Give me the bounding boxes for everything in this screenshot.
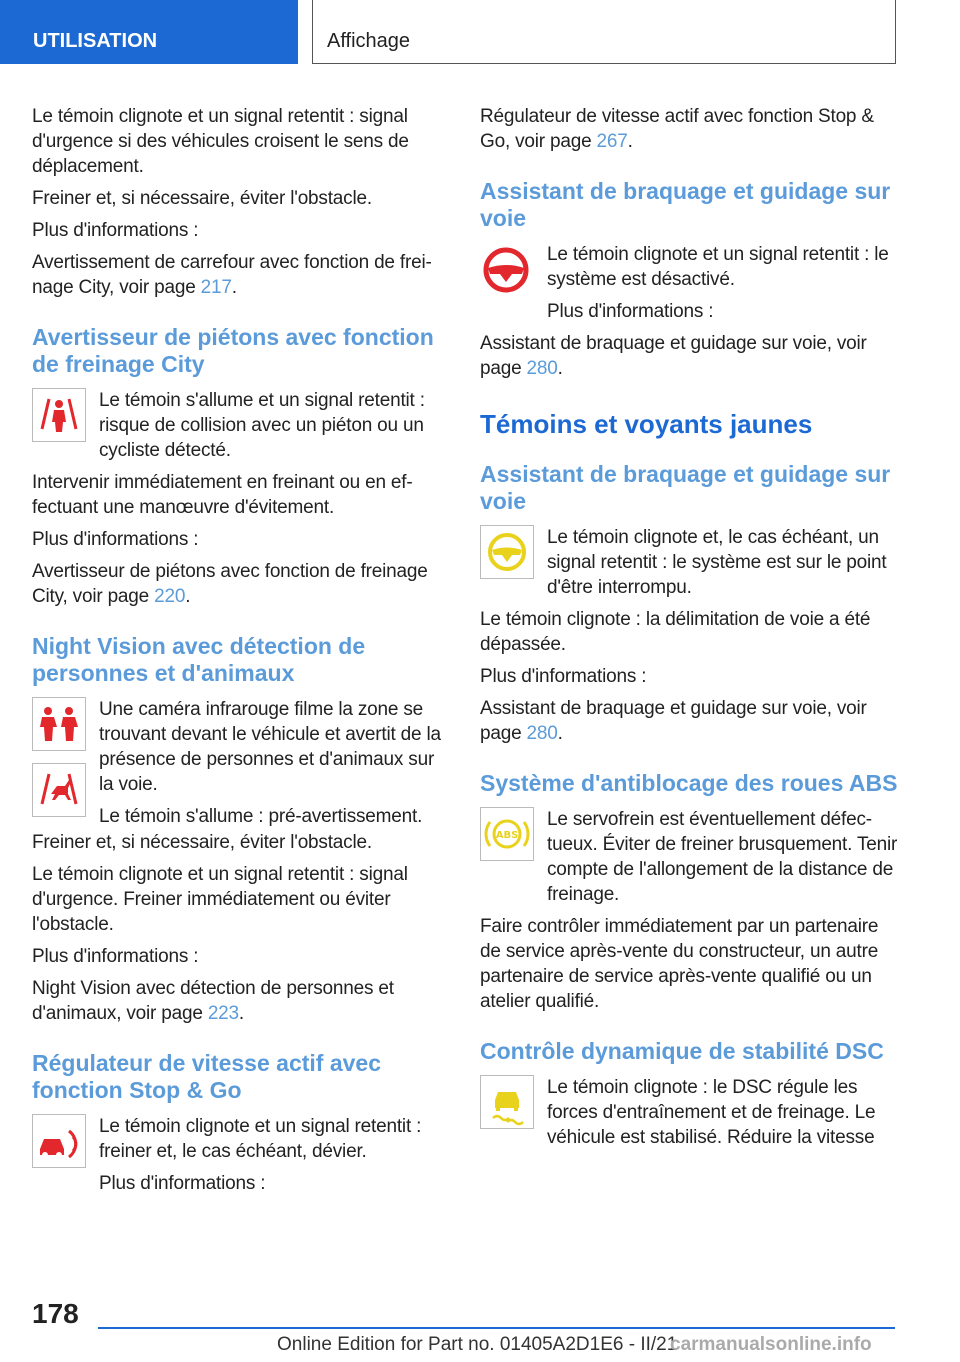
- section-title: Assistant de braquage et guidage sur voie: [480, 178, 891, 231]
- indicator-text: Le témoin clignote et un signal retentit : freiner et, le cas échéant, dévier.: [99, 1116, 422, 1162]
- section-tab: UTILISATION: [0, 0, 298, 64]
- indicator-text: Le témoin clignote et, le cas échéant, un signal retentit : le système est sur le point d'être interrompu.: [547, 527, 887, 598]
- paragraph: Plus d'informations :: [32, 946, 199, 967]
- left-column: [32, 104, 450, 1203]
- paragraph: Intervenir immédiatement en freinant ou en effectuant une manœuvre d'évitement.: [32, 472, 413, 518]
- paragraph: Plus d'informations :: [32, 529, 199, 550]
- indicator-text: Le témoin s'allume et un signal retentit : risque de collision avec un piéton ou un cycliste détecté.: [99, 390, 425, 461]
- page-link-220[interactable]: 220: [154, 586, 186, 607]
- text: Avertisseur de piétons avec fonction de freinage City, voir page: [32, 561, 428, 607]
- watermark: carmanualsonline.info: [670, 1334, 872, 1355]
- paragraph: Plus d'informations :: [480, 666, 647, 687]
- text: Assistant de braquage et guidage sur voie, voir page: [480, 698, 867, 744]
- text: Avertissement de carrefour avec fonction de freinage City, voir page: [32, 252, 432, 298]
- indicator-row: [480, 807, 898, 907]
- paragraph: Assistant de braquage et guidage sur voie, voir page 280.: [480, 333, 867, 379]
- indicator-row: [480, 242, 898, 324]
- page-link-280[interactable]: 280: [526, 358, 558, 379]
- page-link-217[interactable]: 217: [200, 277, 232, 298]
- section-title: Contrôle dynamique de stabilité DSC: [480, 1038, 884, 1064]
- indicator-text: Le servofrein est éventuellement défectueux. Éviter de freiner brusquement. Tenir compte de l'allongement de la distance de freinage.: [547, 809, 898, 905]
- section-title: Système d'antiblocage des roues ABS: [480, 770, 898, 796]
- section-title: Avertisseur de piétons avec fonction de freinage City: [32, 324, 434, 377]
- text: Night Vision avec détection de personnes et d'animaux, voir page: [32, 978, 394, 1024]
- pedestrian-warning-icon: [32, 388, 86, 442]
- page-link-280[interactable]: 280: [526, 723, 558, 744]
- page-number: 178: [32, 1298, 79, 1329]
- section-title: Night Vision avec détection de personnes et d'animaux: [32, 633, 366, 686]
- paragraph: Régulateur de vitesse actif avec fonction Stop & Go, voir page 267.: [480, 106, 874, 152]
- section-title: Assistant de braquage et guidage sur voie: [480, 461, 891, 514]
- paragraph: Freiner et, si nécessaire, éviter l'obstacle.: [32, 832, 372, 853]
- chapter-title: Affichage: [312, 0, 896, 64]
- svg-text:ABS: ABS: [495, 830, 519, 841]
- indicator-text: Le témoin s'allume : pré-avertissement.: [99, 806, 423, 827]
- indicator-text: Une caméra infrarouge filme la zone se trouvant devant le véhicule et avertit de la présence de personnes et d'animaux sur la voie.: [99, 699, 441, 795]
- footer-rule: [98, 1327, 895, 1329]
- steering-wheel-red-icon: [480, 242, 534, 296]
- indicator-row: [480, 1075, 898, 1150]
- abs-icon: [480, 807, 534, 861]
- paragraph: Le témoin clignote et un signal retentit : signal d'urgence. Freiner immédiatement ou éviter l'obstacle.: [32, 864, 408, 935]
- collision-warning-icon: [32, 1114, 86, 1168]
- paragraph: Freiner et, si nécessaire, éviter l'obstacle.: [32, 188, 372, 209]
- page-link-267[interactable]: 267: [596, 131, 628, 152]
- paragraph: Faire contrôler immédiatement par un partenaire de service après-vente du constructeur, un autre partenaire de service après-vente qualifié ou un atelier qualifié.: [480, 916, 879, 1012]
- indicator-row: [32, 388, 450, 463]
- section-title: Régulateur de vitesse actif avec fonction Stop & Go: [32, 1050, 381, 1103]
- indicator-text: Plus d'informations :: [99, 1173, 266, 1194]
- paragraph: Avertisseur de piétons avec fonction de freinage City, voir page 220.: [32, 561, 428, 607]
- page-link-223[interactable]: 223: [207, 1003, 239, 1024]
- indicator-row: [32, 697, 450, 829]
- paragraph: Avertissement de carrefour avec fonction de freinage City, voir page 217.: [32, 252, 432, 298]
- right-column: [480, 104, 898, 1157]
- paragraph: Plus d'informations :: [32, 220, 199, 241]
- steering-wheel-yellow-icon: [480, 525, 534, 579]
- chapter-heading: Témoins et voyants jaunes: [480, 409, 813, 439]
- indicator-row: [480, 525, 898, 600]
- text: Régulateur de vitesse actif avec fonction Stop & Go, voir page: [480, 106, 874, 152]
- paragraph: Assistant de braquage et guidage sur voie, voir page 280.: [480, 698, 867, 744]
- indicator-row: [32, 1114, 450, 1196]
- indicator-text: Le témoin clignote : le DSC régule les forces d'entraînement et de freinage. Le véhicule est stabilisé. Réduire la vitesse: [547, 1077, 876, 1148]
- animal-warning-icon: [32, 763, 86, 817]
- paragraph: Night Vision avec détection de personnes et d'animaux, voir page 223.: [32, 978, 394, 1024]
- indicator-text: Plus d'informations :: [547, 301, 714, 322]
- indicator-text: Le témoin clignote et un signal retentit : le système est désactivé.: [547, 244, 889, 290]
- dsc-icon: [480, 1075, 534, 1129]
- paragraph: Le témoin clignote et un signal retentit : signal d'urgence si des véhicules croisent le sens de déplacement.: [32, 106, 409, 177]
- persons-warning-icon: [32, 697, 86, 751]
- text: Assistant de braquage et guidage sur voie, voir page: [480, 333, 867, 379]
- paragraph: Le témoin clignote : la délimitation de voie a été dépassée.: [480, 609, 871, 655]
- edition-text: Online Edition for Part no. 01405A2D1E6 - II/21: [277, 1334, 678, 1355]
